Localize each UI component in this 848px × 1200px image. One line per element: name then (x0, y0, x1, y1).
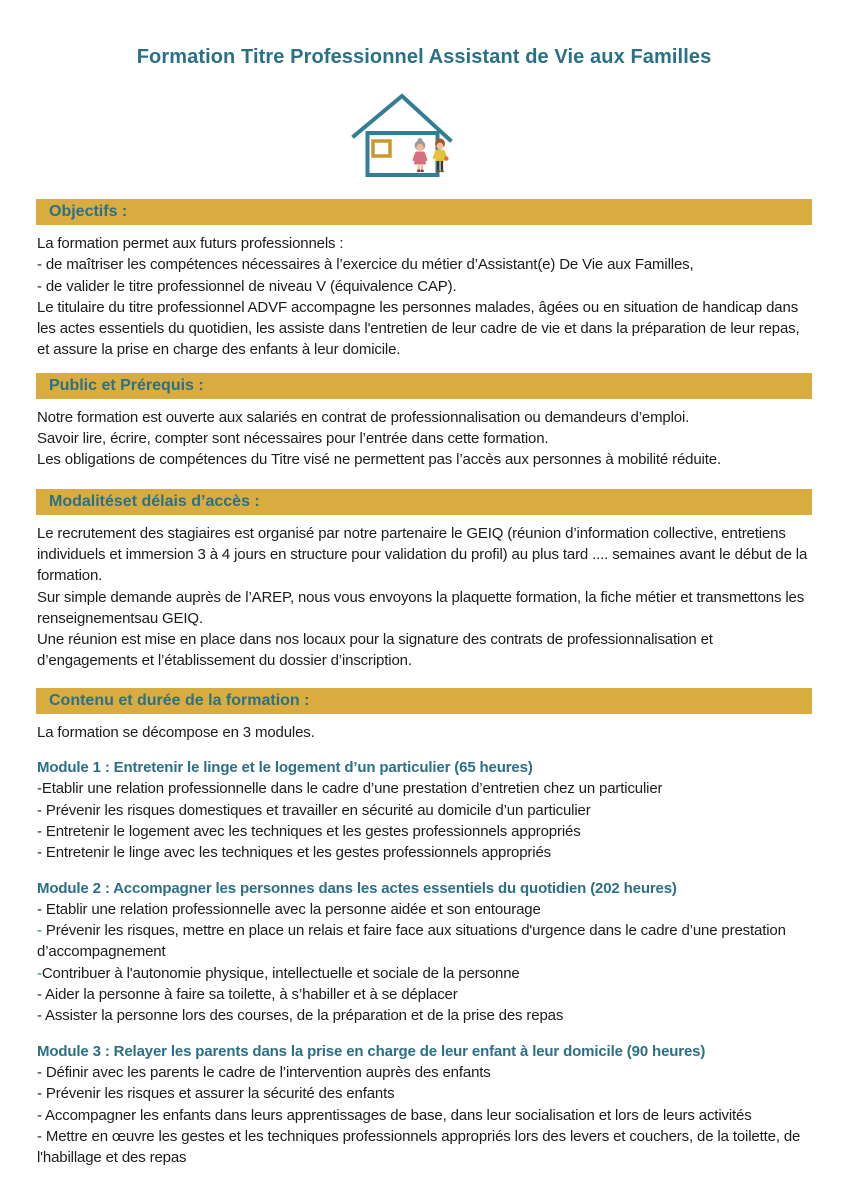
bullet-text: Assister la personne lors des courses, de la préparation et de la prise des repas (45, 1007, 564, 1025)
bullet-text: Etablir une relation professionnelle dans le cadre d’une prestation d’entretien chez un particulier (41, 780, 663, 798)
bullet-dash: - (37, 900, 46, 918)
paragraph: Savoir lire, écrire, compter sont nécessaires pour l’entrée dans cette formation. (37, 430, 549, 448)
page-title: Formation Titre Professionnel Assistant de Vie aux Familles (136, 46, 712, 68)
bullet-item (37, 778, 811, 799)
window-shape (373, 141, 390, 156)
paragraph: La formation permet aux futurs professionnels : (37, 235, 344, 252)
bullet-text: Prévenir les risques, mettre en place un relais et faire face aux situations d'urgence dans le cadre d’une prestation d’accompagnement (37, 922, 786, 961)
bullet-text: Entretenir le linge avec les techniques et les gestes professionnels appropriés (45, 844, 551, 862)
section-header-objectifs: Objectifs : (36, 199, 812, 225)
bullet-item (37, 1083, 811, 1104)
bullet-dash: - (37, 922, 46, 940)
bullet-dash: - (37, 780, 42, 798)
bullet-dash: - (37, 1085, 46, 1103)
paragraph: - de maîtriser les compétences nécessaires à l’exercice du métier d’Assistant(e) De Vie aux Familles, (37, 256, 694, 274)
bullet-dash: - (37, 1106, 46, 1124)
bullet-dash: - (37, 1007, 46, 1025)
paragraph: - de valider le titre professionnel de niveau V (équivalence CAP). (37, 277, 457, 295)
bullet-text: Accompagner les enfants dans leurs apprentissages de base, dans leur socialisation et lors de leurs activités (45, 1106, 752, 1124)
section-body-contenu-duree (37, 722, 811, 1169)
bullet-text: Prévenir les risques et assurer la sécurité des enfants (45, 1085, 395, 1103)
section-body-objectifs (37, 233, 811, 361)
house-icon (334, 83, 514, 189)
bullet-item (37, 1105, 811, 1126)
bullet-item (37, 1126, 811, 1169)
bullet-text: Etablir une relation professionnelle avec la personne aidée et son entourage (45, 900, 541, 918)
paragraph: Le titulaire du titre professionnel ADVF accompagne les personnes malades, âgées ou en situation de handicap dans les actes essentiels du quotidien, les assiste dans l'entretien de leur cadre de vie et dans la préparation de leur repas, et assure la prise en charge des enfants à leur domicile. (37, 298, 800, 359)
bullet-text: Mettre en œuvre les gestes et les techniques professionnels appropriés lors des levers et couchers, de la toilette, de l'habillage et des repas (37, 1127, 801, 1167)
bullet-dash: - (37, 1063, 46, 1081)
bullet-text: Définir avec les parents le cadre de l’intervention auprès des enfants (45, 1063, 491, 1081)
bullet-text: Entretenir le logement avec les techniques et les gestes professionnels appropriés (45, 822, 581, 840)
bullet-item (37, 800, 811, 821)
module-3-heading: Module 3 : Relayer les parents dans la prise en charge de leur enfant à leur domicile (90 heures) (37, 1042, 706, 1060)
bullet-item (37, 1005, 811, 1026)
section-header-contenu-duree: Contenu et durée de la formation : (36, 688, 812, 714)
module-1-heading: Module 1 : Entretenir le linge et le logement d’un particulier (65 heures) (37, 759, 533, 777)
bullet-item (37, 842, 811, 863)
paragraph: La formation se décompose en 3 modules. (37, 723, 315, 741)
bullet-text: Prévenir les risques domestiques et travailler en sécurité au domicile d’un particulier (45, 801, 591, 819)
section-header-public-prerequis: Public et Prérequis : (36, 373, 812, 399)
bullet-item (37, 1062, 811, 1083)
paragraph: Les obligations de compétences du Titre visé ne permettent pas l’accès aux personnes à mobilité réduite. (37, 451, 721, 469)
bullet-dash: - (37, 986, 46, 1004)
bullet-dash: - (37, 1127, 46, 1145)
bullet-item (37, 920, 811, 963)
paragraph: Notre formation est ouverte aux salariés en contrat de professionnalisation ou demandeurs d’emploi. (37, 408, 690, 426)
bullet-dash: - (37, 801, 46, 819)
section-body-public-prerequis (37, 407, 811, 471)
section-body-modalites-acces (37, 523, 811, 672)
bullet-text: Contribuer à l'autonomie physique, intellectuelle et sociale de la personne (41, 964, 520, 982)
paragraph: Sur simple demande auprès de l’AREP, nous vous envoyons la plaquette formation, la fiche métier et transmettons les renseignementsau GEIQ. (37, 588, 805, 627)
section-header-modalites-acces: Modalitéset délais d’accès : (36, 489, 812, 515)
bullet-text: Aider la personne à faire sa toilette, à s’habiller et à se déplacer (45, 986, 458, 1004)
house-illustration (334, 83, 514, 189)
bullet-item (37, 984, 811, 1005)
bullet-dash: - (37, 964, 42, 982)
bullet-dash: - (37, 822, 46, 840)
bullet-item (37, 899, 811, 920)
module-2-heading: Module 2 : Accompagner les personnes dans les actes essentiels du quotidien (202 heures) (37, 879, 677, 897)
bullet-dash: - (37, 844, 46, 862)
bullet-item (37, 963, 811, 984)
paragraph: Une réunion est mise en place dans nos locaux pour la signature des contrats de professionnalisation et d’engagements et l’établissement du dossier d’inscription. (37, 631, 713, 670)
paragraph: Le recrutement des stagiaires est organisé par notre partenaire le GEIQ (réunion d’information collective, entretiens individuels et immersion 3 à 4 jours en structure pour validation du profil) au plus tard .... semaines avant le début de la formation. (37, 524, 808, 585)
bullet-item (37, 821, 811, 842)
